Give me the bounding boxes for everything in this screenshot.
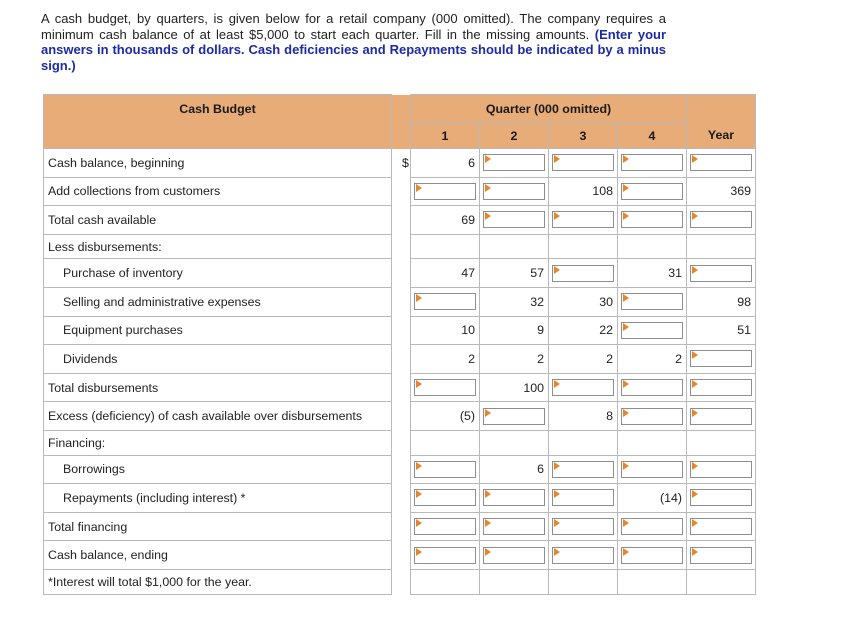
answer-cell xyxy=(549,455,618,484)
answer-input[interactable] xyxy=(483,489,545,506)
value-cell: 2 xyxy=(549,345,618,374)
answer-input[interactable] xyxy=(414,489,476,506)
row-label: Total disbursements xyxy=(44,373,392,402)
table-row xyxy=(44,149,756,178)
answer-cell xyxy=(549,259,618,288)
answer-cell xyxy=(687,484,756,513)
flag-icon xyxy=(485,184,491,192)
flag-icon xyxy=(692,548,698,556)
intro-text: A cash budget, by quarters, is given below for a retail company (000 omitted). The company requires a minimum cash balance of at least $5,000 to start each quarter. Fill in the missing amounts. xyxy=(41,11,666,42)
answer-input[interactable] xyxy=(414,518,476,535)
quarter-header: Quarter (000 omitted) xyxy=(411,95,687,123)
flag-icon xyxy=(554,266,560,274)
answer-cell xyxy=(480,512,549,541)
answer-cell xyxy=(480,177,549,206)
value-cell: 51 xyxy=(687,316,756,345)
flag-icon xyxy=(623,548,629,556)
answer-cell xyxy=(687,206,756,235)
answer-cell xyxy=(549,206,618,235)
answer-cell xyxy=(687,373,756,402)
table-row xyxy=(44,455,756,484)
answer-cell xyxy=(618,541,687,570)
column-header-q2: 2 xyxy=(480,123,549,149)
answer-cell xyxy=(618,149,687,178)
table-row xyxy=(44,512,756,541)
answer-input[interactable] xyxy=(552,154,614,171)
answer-input[interactable] xyxy=(483,154,545,171)
empty-cell xyxy=(549,234,618,259)
answer-cell xyxy=(618,177,687,206)
value-cell: 98 xyxy=(687,287,756,316)
answer-cell xyxy=(687,149,756,178)
answer-input[interactable] xyxy=(690,154,752,171)
flag-icon xyxy=(416,548,422,556)
empty-cell xyxy=(549,569,618,594)
flag-icon xyxy=(554,519,560,527)
answer-cell xyxy=(618,373,687,402)
column-header-q1: 1 xyxy=(411,123,480,149)
cash-budget-table xyxy=(43,94,756,595)
value-cell: 6 xyxy=(411,149,480,178)
answer-cell xyxy=(687,512,756,541)
empty-cell xyxy=(618,569,687,594)
flag-icon xyxy=(692,380,698,388)
row-label: Selling and administrative expenses xyxy=(44,287,392,316)
answer-input[interactable] xyxy=(690,379,752,396)
empty-cell xyxy=(480,234,549,259)
table-row xyxy=(44,259,756,288)
value-cell: 100 xyxy=(480,373,549,402)
answer-cell xyxy=(411,287,480,316)
row-label: Borrowings xyxy=(44,455,392,484)
answer-cell xyxy=(480,402,549,431)
table-row xyxy=(44,402,756,431)
answer-cell xyxy=(618,316,687,345)
answer-input[interactable] xyxy=(690,265,752,282)
answer-input[interactable] xyxy=(483,408,545,425)
answer-input[interactable] xyxy=(483,211,545,228)
answer-input[interactable] xyxy=(552,547,614,564)
answer-input[interactable] xyxy=(621,408,683,425)
answer-cell xyxy=(411,484,480,513)
answer-input[interactable] xyxy=(621,379,683,396)
value-cell: 32 xyxy=(480,287,549,316)
empty-cell xyxy=(618,234,687,259)
table-row xyxy=(44,177,756,206)
table-row xyxy=(44,569,756,594)
answer-cell xyxy=(618,455,687,484)
column-header-q3: 3 xyxy=(549,123,618,149)
flag-icon xyxy=(554,380,560,388)
answer-input[interactable] xyxy=(414,461,476,478)
empty-cell xyxy=(480,430,549,455)
answer-input[interactable] xyxy=(414,183,476,200)
row-gap xyxy=(392,430,411,455)
value-cell: 6 xyxy=(480,455,549,484)
row-label: Total financing xyxy=(44,512,392,541)
empty-cell xyxy=(687,569,756,594)
flag-icon xyxy=(485,490,491,498)
answer-cell xyxy=(411,541,480,570)
flag-icon xyxy=(623,462,629,470)
header-blank xyxy=(44,123,392,149)
flag-icon xyxy=(692,490,698,498)
value-cell: 69 xyxy=(411,206,480,235)
value-cell: 10 xyxy=(411,316,480,345)
row-label: Repayments (including interest) * xyxy=(44,484,392,513)
column-header-q4: 4 xyxy=(618,123,687,149)
flag-icon xyxy=(623,294,629,302)
answer-input[interactable] xyxy=(414,547,476,564)
answer-cell xyxy=(618,402,687,431)
answer-cell xyxy=(549,149,618,178)
answer-input[interactable] xyxy=(621,547,683,564)
row-gap xyxy=(392,402,411,431)
value-cell: 30 xyxy=(549,287,618,316)
empty-cell xyxy=(411,569,480,594)
answer-input[interactable] xyxy=(690,408,752,425)
flag-icon xyxy=(485,212,491,220)
table-row xyxy=(44,234,756,259)
flag-icon xyxy=(485,548,491,556)
flag-icon xyxy=(416,490,422,498)
answer-cell xyxy=(411,373,480,402)
flag-icon xyxy=(623,380,629,388)
answer-input[interactable] xyxy=(552,211,614,228)
row-label: Financing: xyxy=(44,430,392,455)
table-row xyxy=(44,345,756,374)
currency-symbol: $ xyxy=(402,155,409,170)
answer-cell xyxy=(687,345,756,374)
value-cell: 369 xyxy=(687,177,756,206)
answer-cell xyxy=(480,206,549,235)
row-label: Excess (deficiency) of cash available over disbursements xyxy=(44,402,392,431)
flag-icon xyxy=(692,266,698,274)
value-cell: 22 xyxy=(549,316,618,345)
flag-icon xyxy=(416,294,422,302)
row-label: Cash balance, beginning xyxy=(44,149,392,178)
answer-input[interactable] xyxy=(621,518,683,535)
answer-cell xyxy=(687,259,756,288)
flag-icon xyxy=(416,184,422,192)
flag-icon xyxy=(554,212,560,220)
answer-input[interactable] xyxy=(621,183,683,200)
row-label: Purchase of inventory xyxy=(44,259,392,288)
empty-cell xyxy=(549,430,618,455)
answer-input[interactable] xyxy=(552,265,614,282)
row-gap xyxy=(392,541,411,570)
answer-input[interactable] xyxy=(621,154,683,171)
answer-input[interactable] xyxy=(483,547,545,564)
table-row xyxy=(44,287,756,316)
answer-input[interactable] xyxy=(690,518,752,535)
answer-input[interactable] xyxy=(621,322,683,339)
answer-cell xyxy=(480,541,549,570)
answer-input[interactable] xyxy=(552,489,614,506)
empty-cell xyxy=(480,569,549,594)
value-cell: 57 xyxy=(480,259,549,288)
row-gap xyxy=(392,259,411,288)
answer-cell xyxy=(480,149,549,178)
value-cell: 9 xyxy=(480,316,549,345)
answer-input[interactable] xyxy=(690,547,752,564)
row-label: Equipment purchases xyxy=(44,316,392,345)
value-cell: 8 xyxy=(549,402,618,431)
answer-cell xyxy=(549,512,618,541)
answer-cell xyxy=(411,455,480,484)
answer-input[interactable] xyxy=(414,293,476,310)
table-row xyxy=(44,430,756,455)
flag-icon xyxy=(485,409,491,417)
row-gap xyxy=(392,206,411,235)
flag-icon xyxy=(485,155,491,163)
flag-icon xyxy=(623,409,629,417)
answer-cell xyxy=(480,484,549,513)
row-gap xyxy=(392,484,411,513)
flag-icon xyxy=(623,323,629,331)
empty-cell xyxy=(411,430,480,455)
value-cell: (14) xyxy=(618,484,687,513)
flag-icon xyxy=(692,462,698,470)
value-cell: 2 xyxy=(480,345,549,374)
flag-icon xyxy=(416,380,422,388)
flag-icon xyxy=(623,212,629,220)
value-cell: 2 xyxy=(411,345,480,374)
flag-icon xyxy=(554,548,560,556)
flag-icon xyxy=(623,155,629,163)
answer-input[interactable] xyxy=(552,379,614,396)
answer-input[interactable] xyxy=(414,379,476,396)
row-label: Less disbursements: xyxy=(44,234,392,259)
answer-cell xyxy=(618,512,687,541)
empty-cell xyxy=(411,234,480,259)
header-gap xyxy=(392,123,411,149)
answer-input[interactable] xyxy=(552,461,614,478)
intro-instruction: (Enter your answers in thousands of dollars. Cash deficiencies and Repayments should be indicated by a minus sign.) xyxy=(41,26,667,73)
row-gap xyxy=(392,455,411,484)
header-gap xyxy=(392,95,411,123)
flag-icon xyxy=(554,155,560,163)
row-label: Add collections from customers xyxy=(44,177,392,206)
row-gap xyxy=(392,373,411,402)
flag-icon xyxy=(416,462,422,470)
answer-cell xyxy=(549,373,618,402)
answer-input[interactable] xyxy=(690,211,752,228)
flag-icon xyxy=(692,409,698,417)
table-row xyxy=(44,541,756,570)
row-label: *Interest will total $1,000 for the year. xyxy=(44,569,392,594)
row-label: Cash balance, ending xyxy=(44,541,392,570)
flag-icon xyxy=(692,212,698,220)
answer-cell xyxy=(411,512,480,541)
answer-cell xyxy=(549,541,618,570)
flag-icon xyxy=(623,519,629,527)
flag-icon xyxy=(485,519,491,527)
flag-icon xyxy=(623,184,629,192)
answer-input[interactable] xyxy=(483,183,545,200)
row-gap xyxy=(392,569,411,594)
flag-icon xyxy=(554,462,560,470)
instructions xyxy=(41,11,666,73)
flag-icon xyxy=(692,519,698,527)
table-row xyxy=(44,206,756,235)
answer-input[interactable] xyxy=(552,518,614,535)
table-row xyxy=(44,316,756,345)
row-label: Total cash available xyxy=(44,206,392,235)
row-gap xyxy=(392,177,411,206)
answer-input[interactable] xyxy=(621,293,683,310)
value-cell: 2 xyxy=(618,345,687,374)
answer-input[interactable] xyxy=(690,489,752,506)
row-gap xyxy=(392,512,411,541)
answer-input[interactable] xyxy=(483,518,545,535)
answer-input[interactable] xyxy=(621,461,683,478)
answer-cell xyxy=(549,484,618,513)
answer-input[interactable] xyxy=(690,350,752,367)
answer-cell xyxy=(618,206,687,235)
answer-input[interactable] xyxy=(690,461,752,478)
flag-icon xyxy=(554,490,560,498)
flag-icon xyxy=(692,155,698,163)
table-row xyxy=(44,484,756,513)
answer-input[interactable] xyxy=(621,211,683,228)
value-cell: 31 xyxy=(618,259,687,288)
row-gap xyxy=(392,234,411,259)
empty-cell xyxy=(687,234,756,259)
answer-cell xyxy=(618,287,687,316)
year-header-top xyxy=(687,95,756,123)
answer-cell xyxy=(687,402,756,431)
answer-cell xyxy=(687,455,756,484)
value-cell: 108 xyxy=(549,177,618,206)
cash-budget-title: Cash Budget xyxy=(44,95,392,123)
flag-icon xyxy=(416,519,422,527)
column-header-year: Year xyxy=(687,123,756,149)
empty-cell xyxy=(618,430,687,455)
row-gap xyxy=(392,345,411,374)
value-cell: (5) xyxy=(411,402,480,431)
table-row xyxy=(44,373,756,402)
row-gap xyxy=(392,316,411,345)
answer-cell xyxy=(411,177,480,206)
row-gap xyxy=(392,287,411,316)
empty-cell xyxy=(687,430,756,455)
row-gap xyxy=(392,149,411,178)
row-label: Dividends xyxy=(44,345,392,374)
flag-icon xyxy=(692,351,698,359)
answer-cell xyxy=(687,541,756,570)
value-cell: 47 xyxy=(411,259,480,288)
